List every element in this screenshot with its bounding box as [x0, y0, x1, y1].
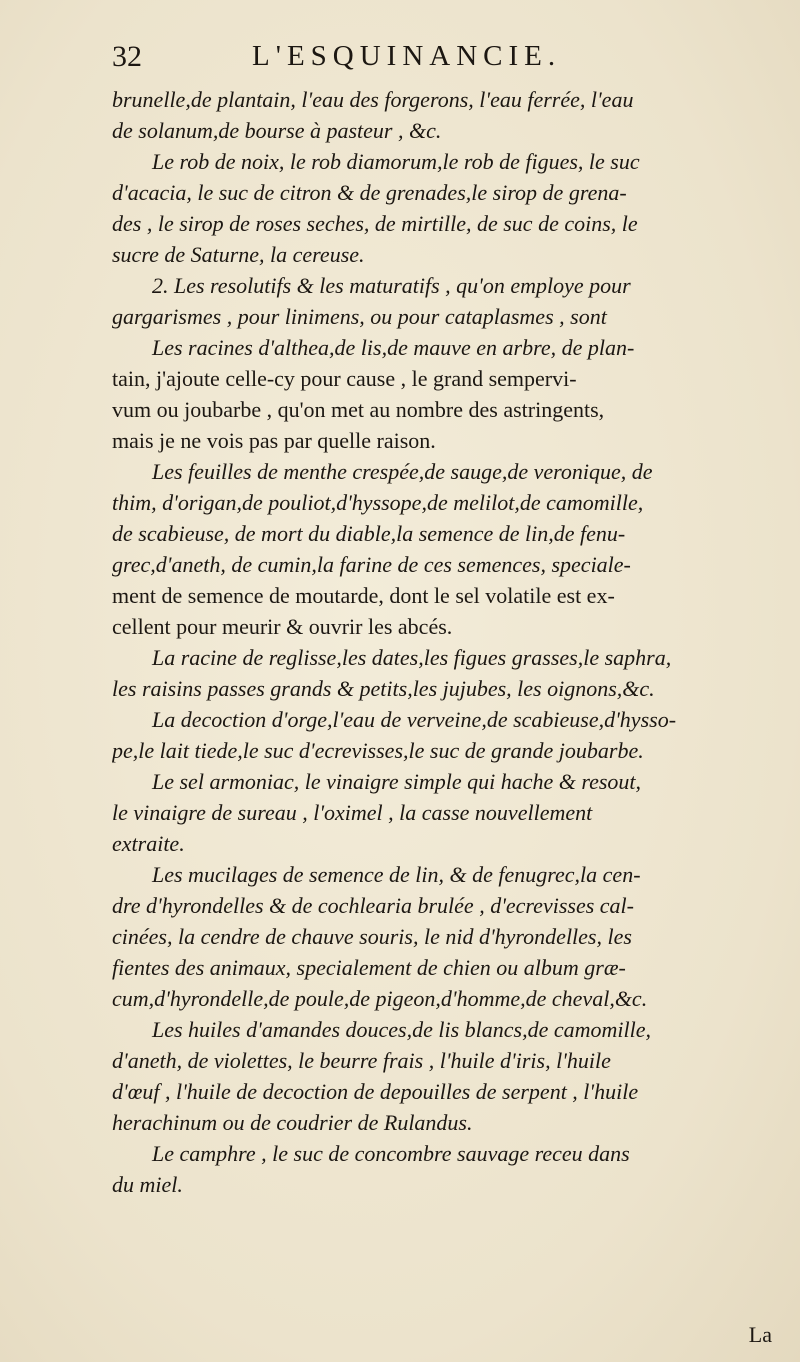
text-line: sucre de Saturne, la cereuse. — [112, 242, 365, 267]
text-line: mais je ne vois pas par quelle raison. — [112, 428, 436, 453]
text-line: Les racines d'althea,de lis,de mauve en arbre, de plan- — [152, 335, 635, 360]
text-line: cum,d'hyrondelle,de poule,de pigeon,d'homme,de cheval,&c. — [112, 986, 648, 1011]
text-line: cinées, la cendre de chauve souris, le nid d'hyrondelles, les — [112, 924, 632, 949]
text-line: Les huiles d'amandes douces,de lis blancs,de camomille, — [152, 1017, 652, 1042]
text-line: dre d'hyrondelles & de cochlearia brulée , d'ecrevisses cal- — [112, 893, 634, 918]
text-line: d'œuf , l'huile de decoction de depouilles de serpent , l'huile — [112, 1079, 639, 1104]
text-line: La decoction d'orge,l'eau de verveine,de scabieuse,d'hysso- — [152, 707, 677, 732]
text-line: le vinaigre de sureau , l'oximel , la casse nouvellement — [112, 800, 593, 825]
text-line: pe,le lait tiede,le suc d'ecrevisses,le suc de grande joubarbe. — [112, 738, 644, 763]
text-line: Le rob de noix, le rob diamorum,le rob de figues, le suc — [152, 149, 640, 174]
text-line: thim, d'origan,de pouliot,d'hyssope,de melilot,de camomille, — [112, 490, 644, 515]
text-line: les raisins passes grands & petits,les jujubes, les oignons,&c. — [112, 676, 655, 701]
catchword: La — [748, 1322, 772, 1347]
text-line: fientes des animaux, specialement de chien ou album græ- — [112, 955, 626, 980]
running-title: L'ESQUINANCIE. — [252, 40, 562, 72]
page-header — [112, 40, 722, 80]
text-line: gargarismes , pour linimens, ou pour cataplasmes , sont — [112, 304, 607, 329]
text-line: d'aneth, de violettes, le beurre frais , l'huile d'iris, l'huile — [112, 1048, 611, 1073]
text-line: Le sel armoniac, le vinaigre simple qui hache & resout, — [152, 769, 642, 794]
page-number: 32 — [112, 40, 142, 73]
text-line: de scabieuse, de mort du diable,la semence de lin,de fenu- — [112, 521, 626, 546]
text-line: Les mucilages de semence de lin, & de fenugrec,la cen- — [152, 862, 641, 887]
text-line: La racine de reglisse,les dates,les figues grasses,le saphra, — [152, 645, 672, 670]
text-line: cellent pour meurir & ouvrir les abcés. — [112, 614, 453, 639]
text-line: extraite. — [112, 831, 185, 856]
text-line: d'acacia, le suc de citron & de grenades,le sirop de grena- — [112, 180, 627, 205]
text-line: brunelle,de plantain, l'eau des forgerons, l'eau ferrée, l'eau — [112, 87, 634, 112]
text-line: du miel. — [112, 1172, 183, 1197]
text-line: grec,d'aneth, de cumin,la farine de ces semences, speciale- — [112, 552, 631, 577]
text-line: Les feuilles de menthe crespée,de sauge,de veronique, de — [152, 459, 653, 484]
text-line: vum ou joubarbe , qu'on met au nombre des astringents, — [112, 397, 605, 422]
body-text — [112, 84, 774, 1200]
text-line: tain, j'ajoute celle-cy pour cause , le grand sempervi- — [112, 366, 577, 391]
text-line: des , le sirop de roses seches, de mirtille, de suc de coins, le — [112, 211, 638, 236]
text-line: 2. Les resolutifs & les maturatifs , qu'on employe pour — [152, 273, 631, 298]
text-line: herachinum ou de coudrier de Rulandus. — [112, 1110, 473, 1135]
text-line: ment de semence de moutarde, dont le sel volatile est ex- — [112, 583, 615, 608]
text-line: Le camphre , le suc de concombre sauvage receu dans — [152, 1141, 630, 1166]
text-line: de solanum,de bourse à pasteur , &c. — [112, 118, 442, 143]
